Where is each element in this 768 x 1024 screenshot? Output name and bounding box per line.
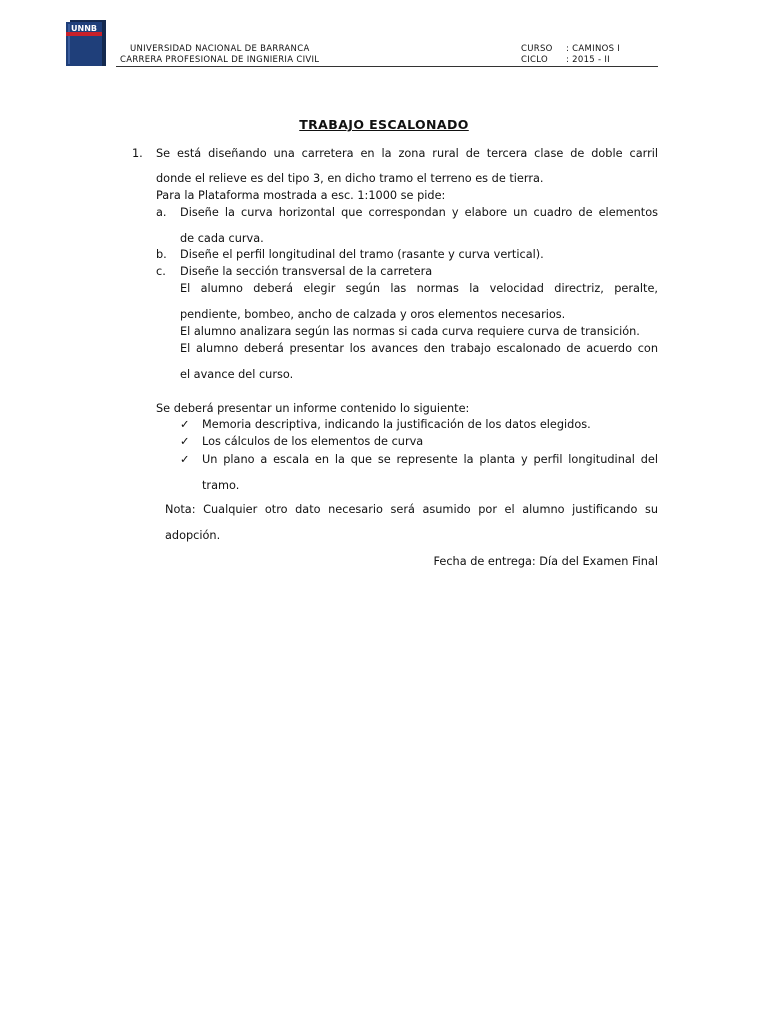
item-c-marker: c. bbox=[156, 265, 166, 278]
report-item1: Memoria descriptiva, indicando la justificación de los datos elegidos. bbox=[202, 418, 591, 431]
item-a-line1: Diseñe la curva horizontal que correspondan y elabore un cuadro de elementos bbox=[180, 206, 658, 219]
item-a-line2: de cada curva. bbox=[180, 232, 264, 245]
item1-line1: Se está diseñando una carretera en la zona rural de tercera clase de doble carril bbox=[156, 147, 658, 160]
item-a-marker: a. bbox=[156, 206, 167, 219]
item-c-line2: El alumno deberá elegir según las normas la velocidad directriz, peralte, bbox=[180, 282, 658, 295]
report-intro: Se deberá presentar un informe contenido lo siguiente: bbox=[156, 402, 470, 415]
item-b-marker: b. bbox=[156, 248, 167, 261]
item-c-line1: Diseñe la sección transversal de la carretera bbox=[180, 265, 433, 278]
item1-line3: Para la Plataforma mostrada a esc. 1:1000 se pide: bbox=[156, 189, 446, 202]
document-title: TRABAJO ESCALONADO bbox=[299, 117, 469, 132]
logo-text: UNNB bbox=[71, 24, 97, 33]
item-c-line5: El alumno deberá presentar los avances den trabajo escalonado de acuerdo con bbox=[180, 342, 658, 355]
item-c-line4: El alumno analizara según las normas si cada curva requiere curva de transición. bbox=[180, 325, 640, 338]
cycle-value: : 2015 - II bbox=[566, 55, 610, 65]
course-label: CURSO bbox=[521, 44, 553, 54]
check-icon: ✓ bbox=[180, 453, 190, 466]
item-b-line1: Diseñe el perfil longitudinal del tramo (rasante y curva vertical). bbox=[180, 248, 544, 261]
university-name: UNIVERSIDAD NACIONAL DE BARRANCA bbox=[130, 44, 310, 54]
header-rule bbox=[116, 66, 658, 67]
report-item3-line1: Un plano a escala en la que se represente la planta y perfil longitudinal del bbox=[202, 453, 658, 466]
career-name: CARRERA PROFESIONAL DE INGNIERIA CIVIL bbox=[120, 55, 320, 65]
note-line1: Nota: Cualquier otro dato necesario será asumido por el alumno justificando su bbox=[165, 503, 658, 516]
report-item2: Los cálculos de los elementos de curva bbox=[202, 435, 424, 448]
item-c-line3: pendiente, bombeo, ancho de calzada y oros elementos necesarios. bbox=[180, 308, 566, 321]
university-logo bbox=[64, 18, 108, 68]
cycle-label: CICLO bbox=[521, 55, 548, 65]
deadline: Fecha de entrega: Día del Examen Final bbox=[433, 555, 658, 568]
item-number: 1. bbox=[132, 147, 143, 160]
item1-line2: donde el relieve es del tipo 3, en dicho tramo el terreno es de tierra. bbox=[156, 172, 544, 185]
report-item3-line2: tramo. bbox=[202, 479, 240, 492]
check-icon: ✓ bbox=[180, 435, 190, 448]
check-icon: ✓ bbox=[180, 418, 190, 431]
note-line2: adopción. bbox=[165, 529, 221, 542]
course-value: : CAMINOS I bbox=[566, 44, 621, 54]
item-c-line6: el avance del curso. bbox=[180, 368, 294, 381]
